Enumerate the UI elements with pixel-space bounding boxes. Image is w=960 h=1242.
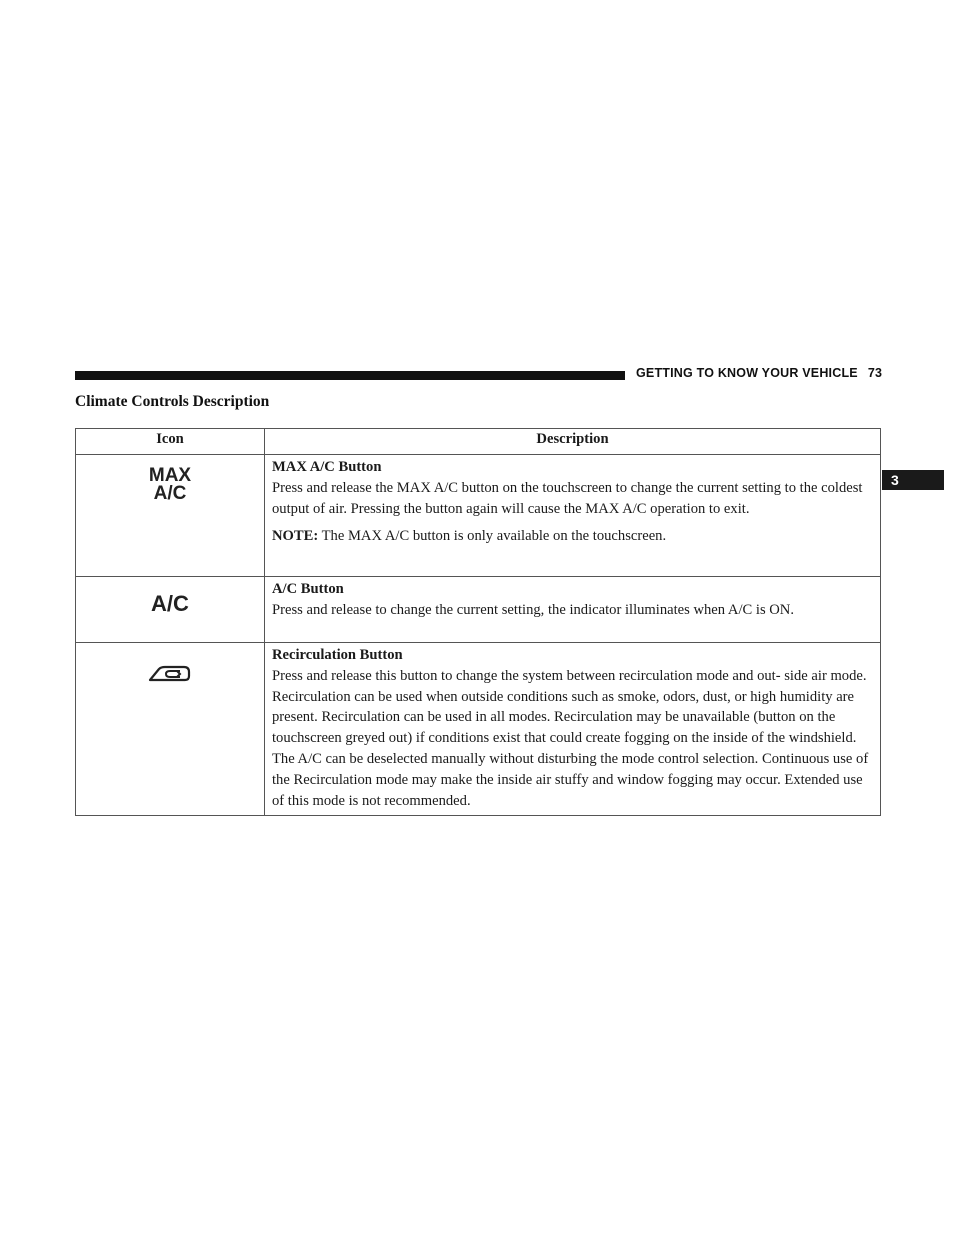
page-number: 73 (867, 366, 883, 380)
description-cell (265, 643, 881, 816)
description-cell (265, 455, 881, 577)
row-title: Recirculation Button (272, 647, 403, 663)
table-row (76, 577, 881, 643)
ac-icon: A/C (151, 591, 189, 616)
row-body: Press and release to change the current setting, the indicator illuminates when A/C is ON. (272, 601, 794, 618)
section-title: Climate Controls Description (75, 393, 270, 410)
note-label: NOTE: (272, 528, 319, 545)
row-body: Press and release this button to change the system between recirculation mode and out- side air mode. Recirculation can be used when outside conditions such as smoke, odors, dust, or high humidity are present. Recirculation can be used in all modes. Recirculation may be unavailable (button on the touchscreen greyed out) if conditions exist that could create fogging on the inside of the windshield. The A/C can be deselected manually without disturbing the mode control selection. Continuous use of the Recirculation mode may make the inside air stuffy and window fogging may occur. Extended use of this mode is not recommended. (272, 667, 869, 809)
note (272, 526, 872, 547)
max-ac-icon-line2: A/C (153, 483, 187, 504)
column-header-description: Description (265, 429, 881, 455)
max-ac-icon-line1: MAX (148, 465, 192, 486)
running-header (636, 366, 882, 380)
row-title: A/C Button (272, 581, 344, 597)
header-rule (75, 371, 625, 380)
table-row (76, 643, 881, 816)
recirculation-icon (146, 663, 194, 692)
icon-cell (76, 455, 265, 577)
table-header-row (76, 429, 881, 455)
icon-cell (76, 643, 265, 816)
chapter-tab: 3 (882, 470, 944, 490)
note-text: The MAX A/C button is only available on the touchscreen. (321, 528, 667, 545)
description-cell (265, 577, 881, 643)
row-body: Press and release the MAX A/C button on the touchscreen to change the current setting to the coldest output of air. Pressing the button again will cause the MAX A/C operation to exit. (272, 479, 863, 517)
section-label: GETTING TO KNOW YOUR VEHICLE (636, 366, 858, 380)
icon-cell (76, 577, 265, 643)
climate-controls-table (75, 428, 881, 816)
row-title: MAX A/C Button (272, 459, 382, 475)
max-ac-icon (149, 467, 191, 503)
table-row (76, 455, 881, 577)
column-header-icon: Icon (76, 429, 265, 455)
